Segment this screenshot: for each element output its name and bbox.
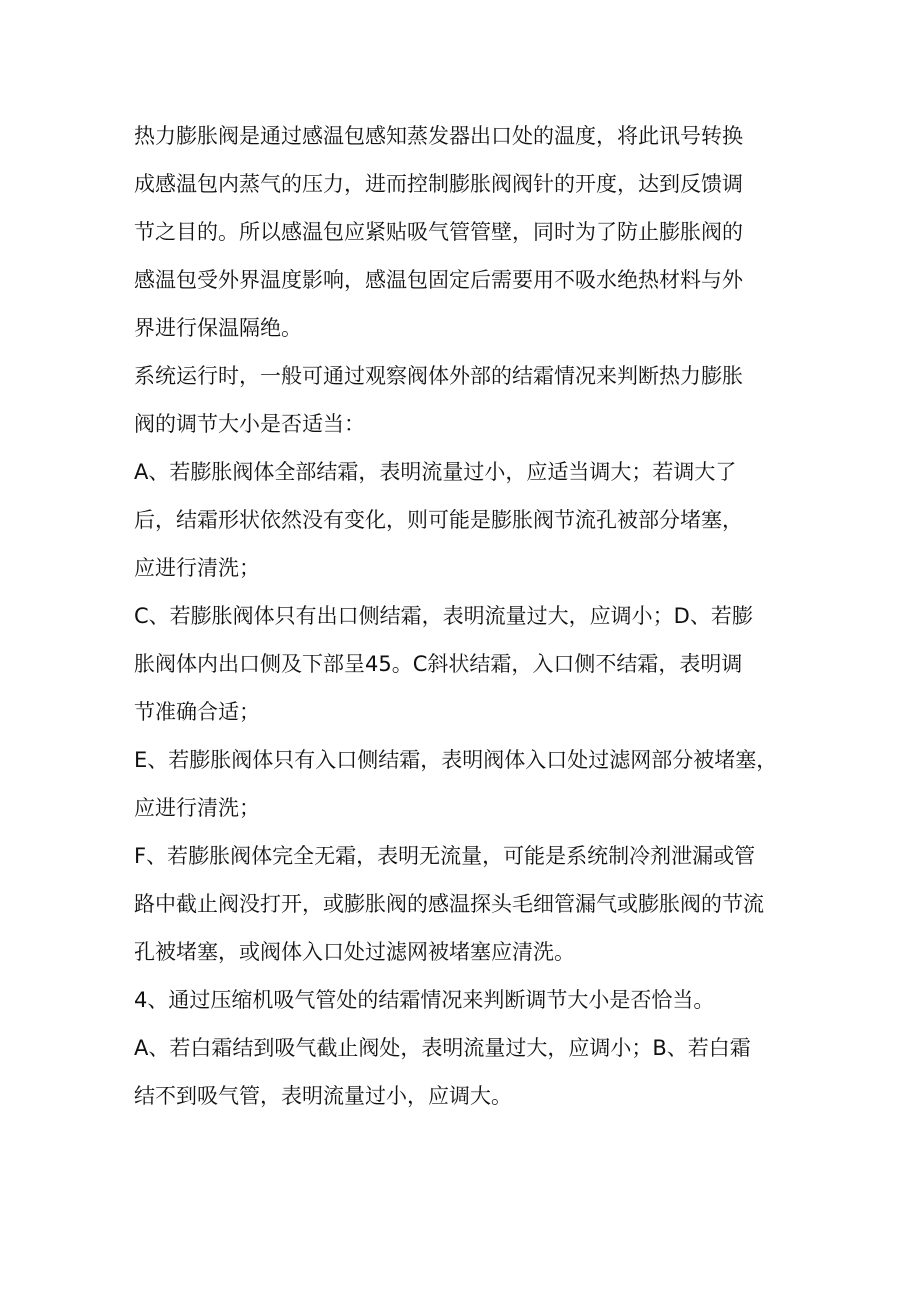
text-line: 胀阀体内出口侧及下部呈45。C斜状结霜，入口侧不结霜，表明调 [134, 652, 743, 676]
text-line: A、若白霜结到吸气截止阀处，表明流量过大，应调小；B、若白霜 [134, 1036, 751, 1060]
text-line: F、若膨胀阀体完全无霜，表明无流量，可能是系统制冷剂泄漏或管 [134, 844, 756, 868]
text-line: 系统运行时，一般可通过观察阀体外部的结霜情况来判断热力膨胀 [134, 364, 743, 388]
text-line: 热力膨胀阀是通过感温包感知蒸发器出口处的温度，将此讯号转换 [134, 124, 743, 148]
paragraph-item-e [134, 736, 794, 832]
text-line: 路中截止阀没打开，或膨胀阀的感温探头毛细管漏气或膨胀阀的节流 [134, 892, 764, 916]
text-line: 4、通过压缩机吸气管处的结霜情况来判断调节大小是否恰当。 [134, 988, 715, 1012]
text-line: 阀的调节大小是否适当： [134, 412, 365, 436]
paragraph-thermal-expansion-valve-principle [134, 112, 794, 352]
paragraph-item-c-d [134, 592, 794, 736]
text-line: 应进行清洗； [134, 556, 260, 580]
paragraph-frost-observation-intro [134, 352, 794, 448]
paragraph-item-f [134, 832, 794, 976]
paragraph-item-a [134, 448, 794, 592]
text-line: 结不到吸气管，表明流量过小，应调大。 [134, 1084, 512, 1108]
text-line: 节之目的。所以感温包应紧贴吸气管管壁，同时为了防止膨胀阀的 [134, 220, 743, 244]
document-body [134, 112, 794, 1120]
text-line: 界进行保温隔绝。 [134, 316, 302, 340]
text-line: 后，结霜形状依然没有变化，则可能是膨胀阀节流孔被部分堵塞， [134, 508, 743, 532]
text-line: 应进行清洗； [134, 796, 260, 820]
text-line: 孔被堵塞，或阀体入口处过滤网被堵塞应清洗。 [134, 940, 575, 964]
text-line: C、若膨胀阀体只有出口侧结霜，表明流量过大，应调小；D、若膨 [134, 604, 753, 628]
text-line: 感温包受外界温度影响，感温包固定后需要用不吸水绝热材料与外 [134, 268, 743, 292]
text-line: A、若膨胀阀体全部结霜，表明流量过小，应适当调大；若调大了 [134, 460, 737, 484]
paragraph-section-4-items [134, 1024, 794, 1120]
text-line: E、若膨胀阀体只有入口侧结霜，表明阀体入口处过滤网部分被堵塞， [134, 748, 778, 772]
paragraph-section-4 [134, 976, 794, 1024]
text-line: 成感温包内蒸气的压力，进而控制膨胀阀阀针的开度，达到反馈调 [134, 172, 743, 196]
text-line: 节准确合适； [134, 700, 260, 724]
